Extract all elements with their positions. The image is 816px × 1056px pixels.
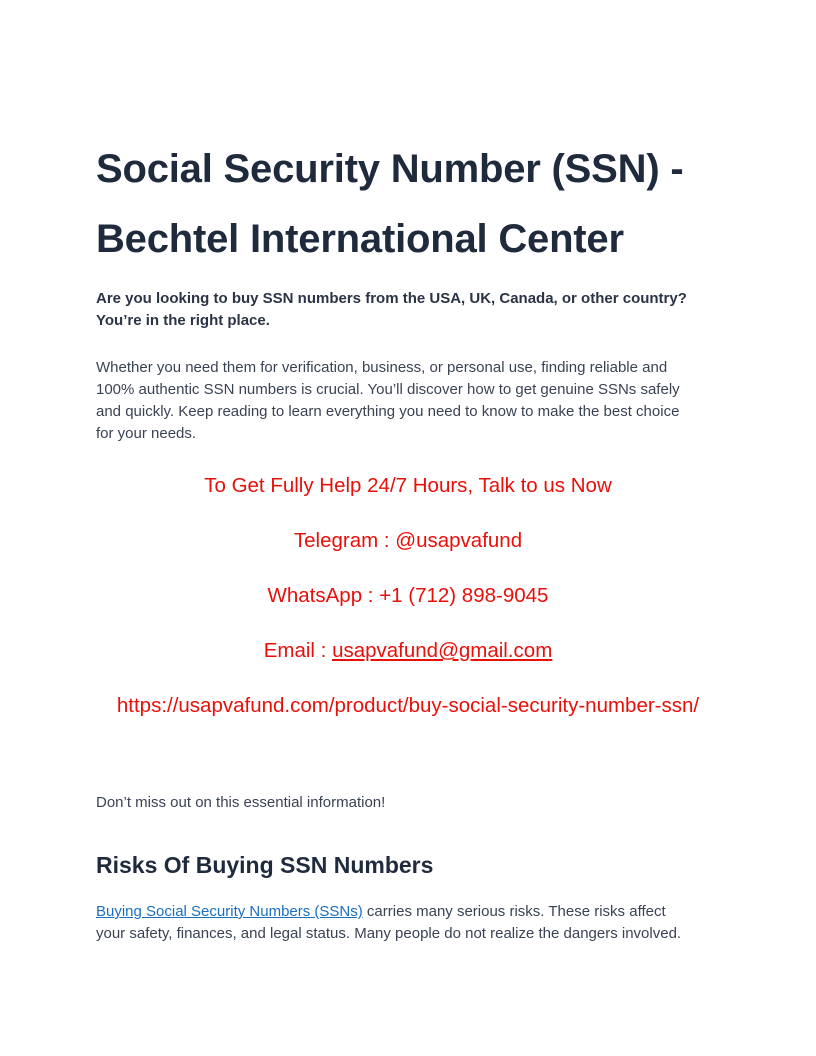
dont-miss-text: Don’t miss out on this essential information! [96,794,386,811]
intro-line-4: for your needs. [96,425,197,442]
risks-paragraph [96,901,720,945]
risks-link[interactable]: Buying Social Security Numbers (SSNs) [96,903,363,920]
telegram-line: Telegram : @usapvafund [293,529,523,552]
product-url: https://usapvafund.com/product/buy-social-security-number-ssn/ [116,694,700,717]
email-line [96,637,720,665]
title-line-2: Bechtel International Center [96,217,624,261]
help-line: To Get Fully Help 24/7 Hours, Talk to us Now [204,474,612,497]
intro-paragraph [96,357,720,445]
intro-line-1: Whether you need them for verification, business, or personal use, finding reliable and [96,359,668,376]
lead-line-2: You’re in the right place. [96,312,270,329]
email-label: Email : [263,639,333,662]
lead-paragraph [96,288,720,332]
risks-line-2: your safety, finances, and legal status. Many people do not realize the dangers involved. [96,925,682,942]
lead-line-1: Are you looking to buy SSN numbers from the USA, UK, Canada, or other country? [96,290,687,307]
whatsapp-line: WhatsApp : +1 (712) 898-9045 [267,584,549,607]
risks-line-1-rest: carries many serious risks. These risks affect [362,903,666,920]
title-line-1: Social Security Number (SSN) - [96,147,684,191]
email-link[interactable]: usapvafund@gmail.com [332,639,553,662]
section-heading-risks: Risks Of Buying SSN Numbers [96,852,434,878]
intro-line-2: 100% authentic SSN numbers is crucial. You’ll discover how to get genuine SSNs safely [96,381,680,398]
intro-line-3: and quickly. Keep reading to learn everything you need to know to make the best choice [96,403,680,420]
page-title [96,134,720,274]
